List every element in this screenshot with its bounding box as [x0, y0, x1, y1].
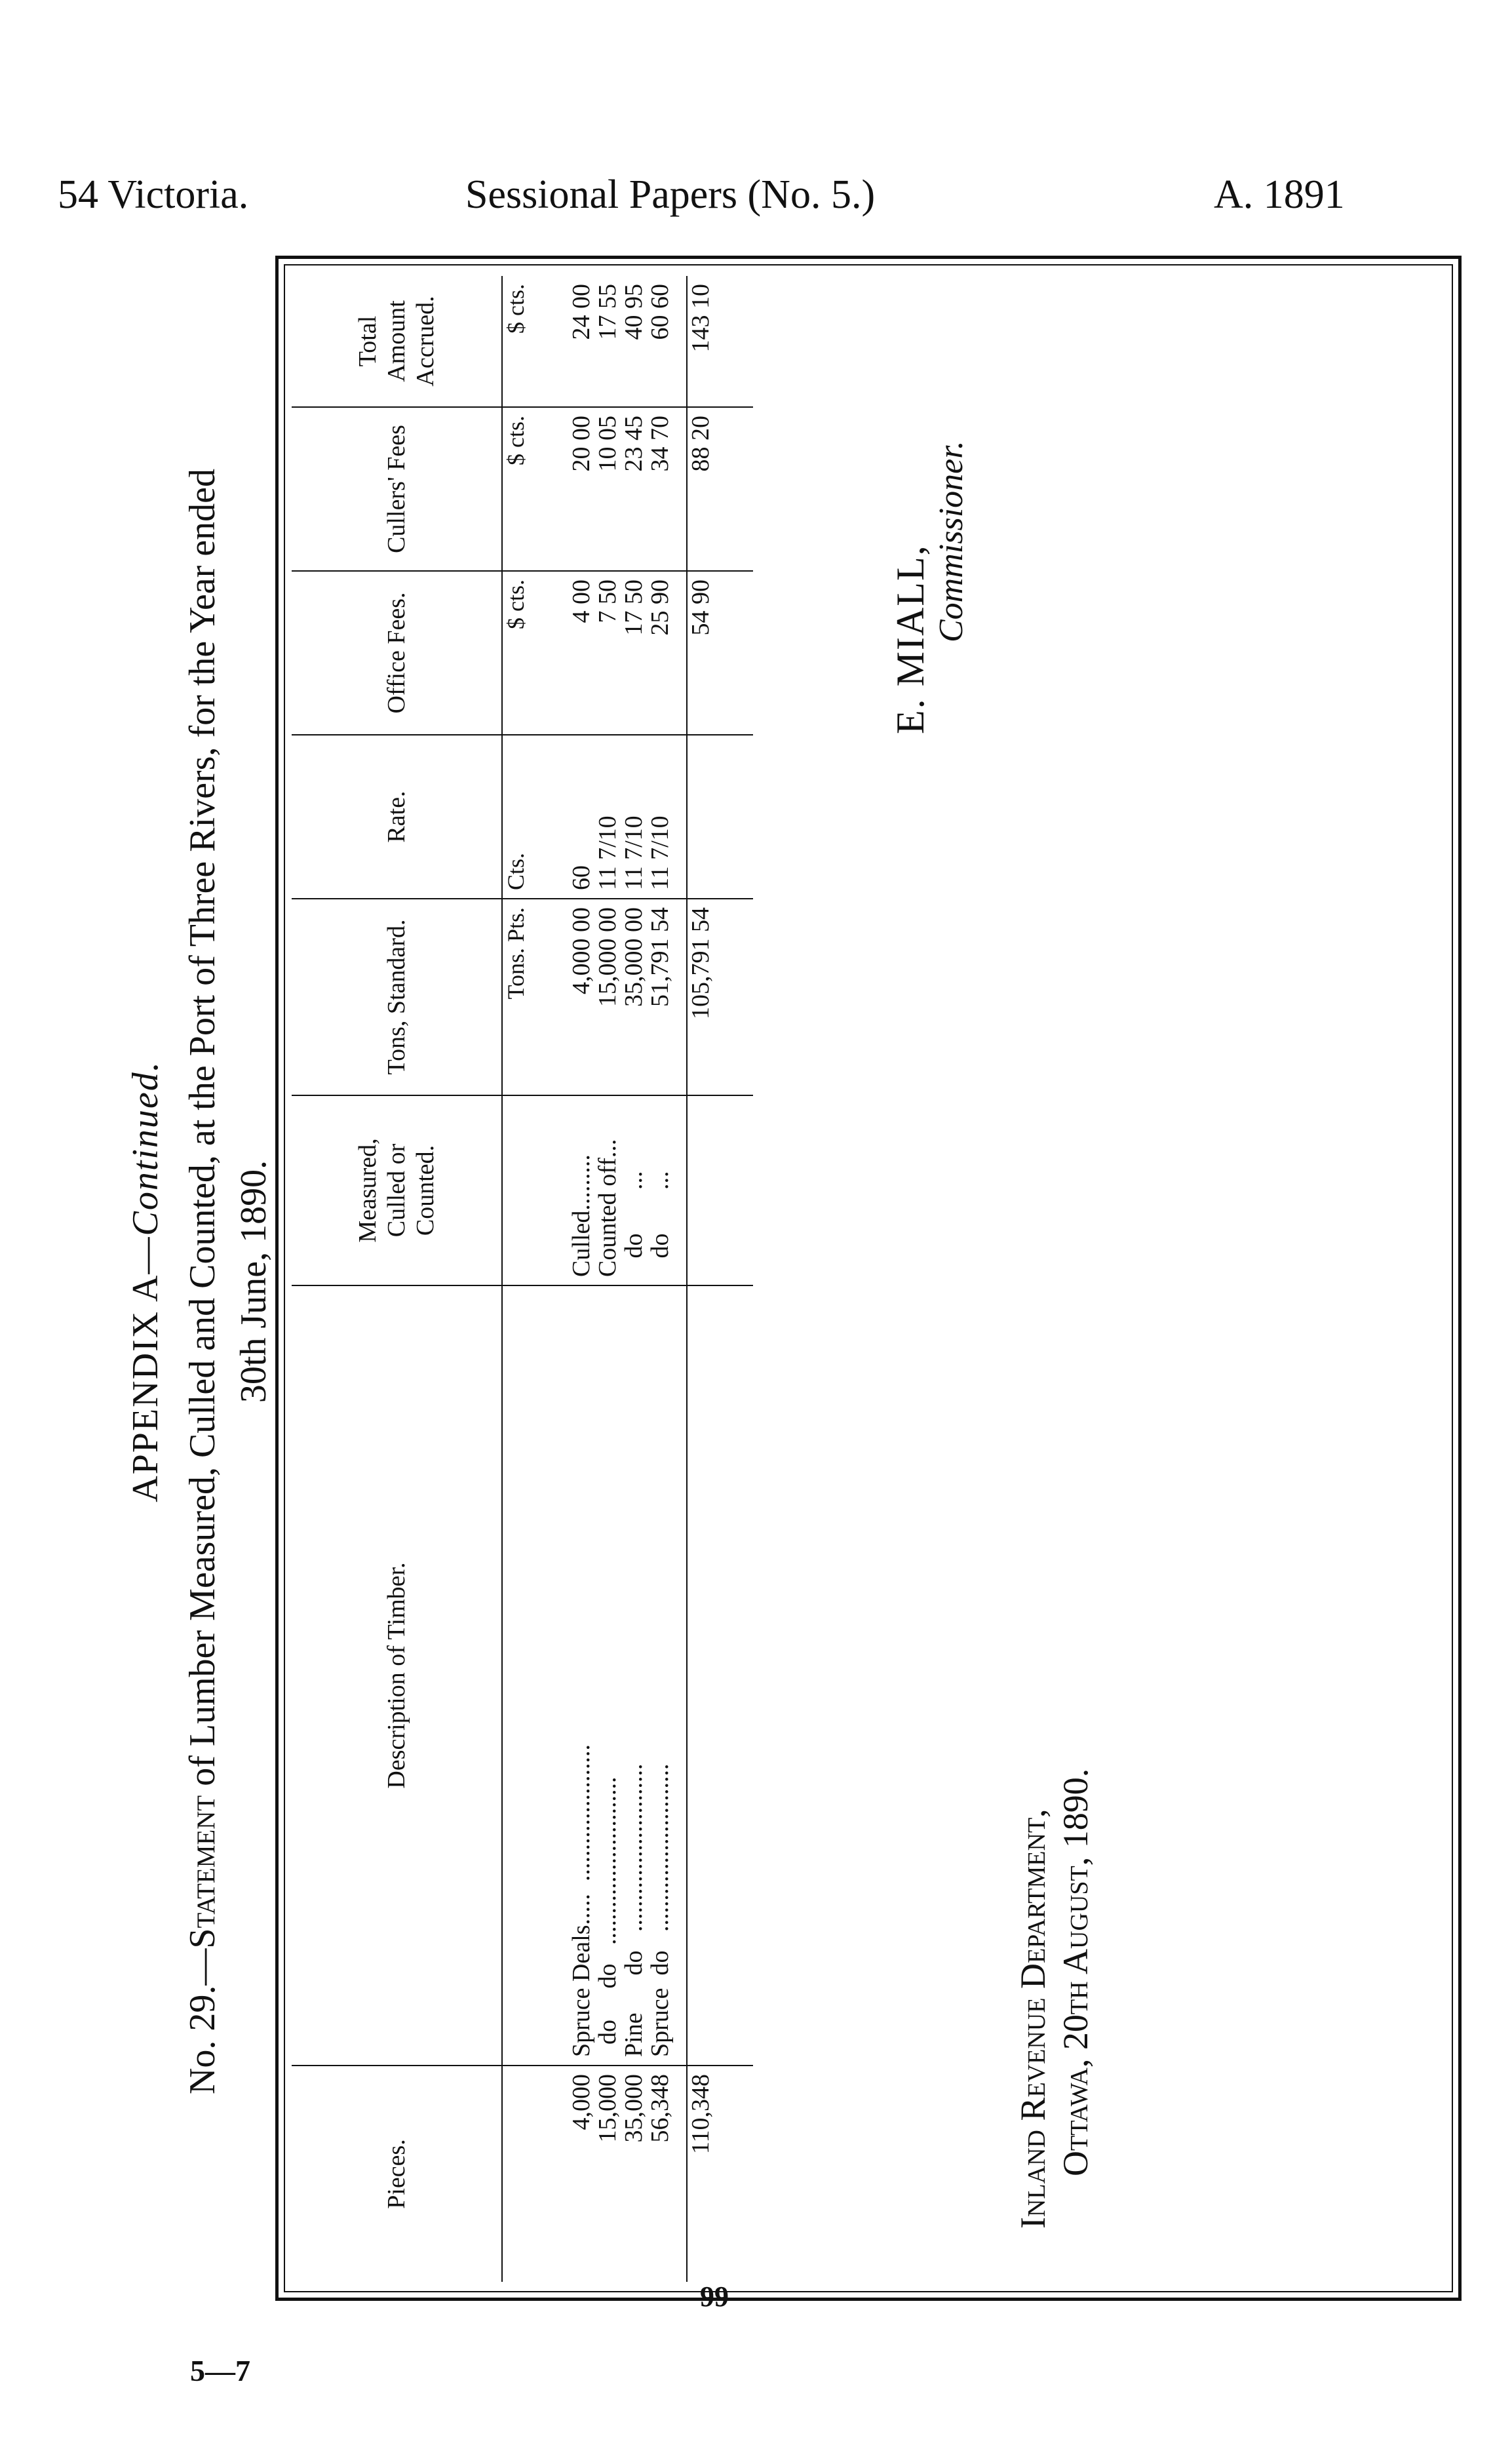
- total-office: 54 90: [687, 571, 753, 735]
- header-year: A. 1891: [1214, 172, 1345, 217]
- units-row: [502, 276, 568, 2282]
- col-total: Total Amount Accrued.: [292, 276, 502, 407]
- cell-pieces: 4,000 15,000 35,000 56,348: [568, 2066, 687, 2282]
- lumber-table: [292, 276, 753, 2282]
- col-cullers-fees: Cullers' Fees: [292, 407, 502, 571]
- signer-name: E. MIALL,: [889, 544, 932, 734]
- cell-tons: 4,000 00 15,000 00 35,000 00 51,791 54: [568, 899, 687, 1095]
- statement-number: No. 29.—: [182, 1948, 223, 2095]
- statement-keyword: Statement: [182, 1795, 223, 1949]
- cell-measured: Culled......... Counted off... do ... do ...: [568, 1095, 687, 1285]
- statement-line2: 30th June, 1890.: [233, 1160, 274, 1403]
- col-tons: Tons, Standard.: [292, 899, 502, 1095]
- col-rate: Rate.: [292, 735, 502, 899]
- cell-cullers: 20 00 10 05 23 45 34 70: [568, 407, 687, 571]
- col-measured: Measured, Culled or Counted.: [292, 1095, 502, 1285]
- col-pieces: Pieces.: [292, 2066, 502, 2282]
- unit-cullers: $ cts.: [502, 407, 568, 571]
- cell-office: 4 00 7 50 17 50 25 90: [568, 571, 687, 735]
- cell-total: 24 00 17 55 40 95 60 60: [568, 284, 674, 340]
- total-amount: 143 10: [687, 276, 753, 407]
- total-tons: 105,791 54: [687, 899, 753, 1095]
- total-description: [687, 1285, 753, 2066]
- col-office-fees: Office Fees.: [292, 571, 502, 735]
- statement-line1: of Lumber Measured, Culled and Counted, at the Port of Three Rivers, for the Year ended: [182, 468, 223, 1795]
- cell-description: Spruce Deals..... ...................... do do ........................... Pine do ........................... Spruce do ...........................: [568, 1285, 687, 2066]
- total-cullers: 88 20: [687, 407, 753, 571]
- header-volume: 54 Victoria.: [58, 172, 249, 217]
- col-description: Description of Timber.: [292, 1285, 502, 2066]
- table-frame: [275, 256, 1462, 2301]
- unit-rate: Cts.: [502, 735, 568, 899]
- unit-description: [502, 1285, 568, 2066]
- unit-pieces: [502, 2066, 568, 2282]
- total-rate: [687, 735, 753, 899]
- department-date: Ottawa, 20th August, 1890.: [1056, 1768, 1095, 2176]
- unit-tons: Tons. Pts.: [502, 899, 568, 1095]
- unit-total: $ cts.: [503, 284, 529, 334]
- signer-title: Commissioner.: [933, 441, 970, 642]
- page-number: 99: [700, 2281, 729, 2313]
- statement-title: [177, 256, 279, 2307]
- totals-row: [687, 276, 753, 2282]
- department-name: Inland Revenue Department,: [1013, 1809, 1053, 2229]
- appendix-label: APPENDIX A—: [125, 1236, 166, 1502]
- unit-office: $ cts.: [502, 571, 568, 735]
- appendix-continued: Continued.: [125, 1061, 166, 1236]
- total-pieces: 110,348: [687, 2066, 753, 2282]
- header-series: Sessional Papers (No. 5.): [465, 172, 876, 217]
- rotated-page-content: [105, 256, 1376, 2307]
- appendix-heading: [125, 256, 166, 2307]
- header-row: [292, 276, 502, 2282]
- unit-measured: [502, 1095, 568, 1285]
- table-row: [568, 276, 687, 2282]
- cell-rate: 60 11 7/10 11 7/10 11 7/10: [568, 735, 687, 899]
- total-measured: [687, 1095, 753, 1285]
- signature-mark: 5—7: [190, 2354, 250, 2387]
